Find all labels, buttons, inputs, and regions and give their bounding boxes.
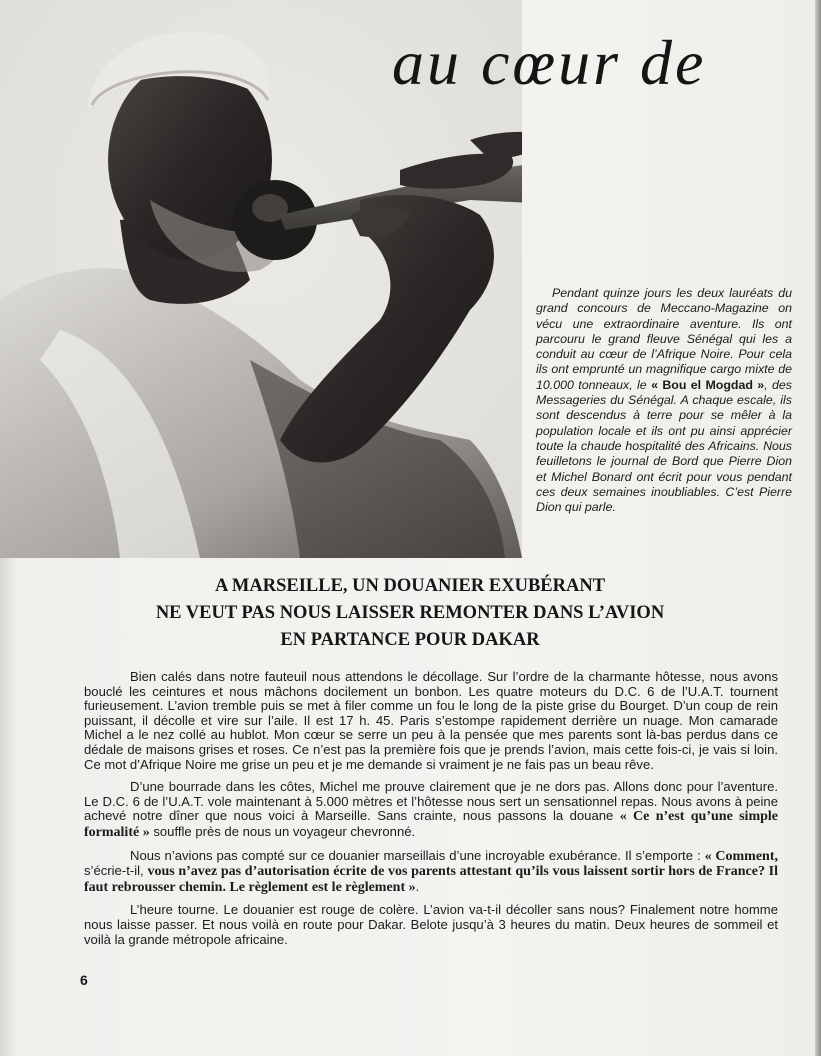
p2-text-a: D’une bourrade dans les côtes, Michel me prouve clairement que je ne dors pas. Allons donc pour l’aventure. Le D.C. 6 de l’U.A.T. vole maintenant à 5.000 mètres et l’hôtesse nous sert un sensationnel repas. Nous avons à peine achevé notre dîner que nous voici à Marseille. Sans crainte, nous passons la douane [84,779,778,824]
p2-quote: « Ce n’est qu’une simple formalité » [84,809,778,840]
article-paragraph-2 [84,780,778,840]
intro-text-2: , des Messageries du Sénégal. A chaque escale, ils sont descendus à terre pour se mêler à la population locale et ils ont pu ainsi apprécier toute la chaude hospitalité des Africains. Nous feuilletons le journal de Bord que Pierre Dion et Michel Bonard ont écrit pour vous pendant ces deux semaines inoubliables. C’est Pierre Dion qui parle. [536,377,792,515]
ship-name: « Bou el Mogdad » [651,377,765,392]
intro-text-1: Pendant quinze jours les deux lauréats du grand concours de Meccano-Magazine on vécu une extraordinaire aventure. Ils ont parcouru le grand fleuve Sénégal qui les a conduit au cœur de l’Afrique Noire. Pour cela ils ont emprunté un magnifique cargo mixte de 10.000 tonneaux, le [536,286,792,392]
p3-quote-1: « Comment, [704,848,778,864]
article-paragraph-4: L’heure tourne. Le douanier est rouge de colère. L’avion va-t-il décoller sans nous? Finalement notre homme nous laisse passer. Et nous voilà en route pour Dakar. Belote jusqu’à 3 heures du matin. Deux heures de sommeil et voilà la grande métropole africaine. [84,902,778,947]
intro-paragraph [536,286,792,515]
article-headline [80,573,740,654]
page-title: au cœur de [392,27,707,98]
page-edge-shadow [815,0,821,1056]
article-paragraph-3 [84,849,778,896]
article-paragraph-1: Bien calés dans notre fauteuil nous attendons le décollage. Sur l’ordre de la charmante hôtesse, nous avons bouclé les ceintures et nous mâchons docilement un bonbon. Les quatre moteurs du D.C. 6 de l’U.A.T. tournent furieusement. L’avion tremble puis se met à filer comme un fou le long de la piste grise du Bourget. D’un coup de rein puissant, il décolle et vire sur l’aile. Il est 17 h. 45. Paris s’estompe rapidement derrière un nuage. Mon camarade Michel a le nez collé au hublot. Mon cœur se serre un peu à la pensée que mes parents sont là-bas perdus dans ce dédale de maisons grises et roses. Ce n’est pas la première fois que je prends l’avion, mais cette fois-ci, je vais si loin. Ce mot d’Afrique Noire me grise un peu et je me demande si vraiment je ne fais pas un beau rêve. [84,669,778,772]
headline-line-2: NE VEUT PAS NOUS LAISSER REMONTER DANS L’AVION [155,603,665,623]
p3-text-c: . [415,878,420,894]
headline-line-1: A MARSEILLE, UN DOUANIER EXUBÉRANT [214,576,606,596]
p3-quote-2: vous n’avez pas d’autorisation écrite de vos parents attestant qu’ils vous laissent sortir hors de France? Il faut rebrousser chemin. Le règlement est le règlement » [84,864,778,895]
article-body [84,670,778,955]
p3-text-b: s’écrie-t-il, [84,863,148,879]
p2-text-b: souffle près de nous un voyageur chevronné. [149,823,416,839]
headline-line-3: EN PARTANCE POUR DAKAR [280,630,540,650]
p3-text-a: Nous n’avions pas compté sur ce douanier marseillais d’une incroyable exubérance. Il s’emporte : [130,847,705,863]
page-number: 6 [80,972,88,988]
